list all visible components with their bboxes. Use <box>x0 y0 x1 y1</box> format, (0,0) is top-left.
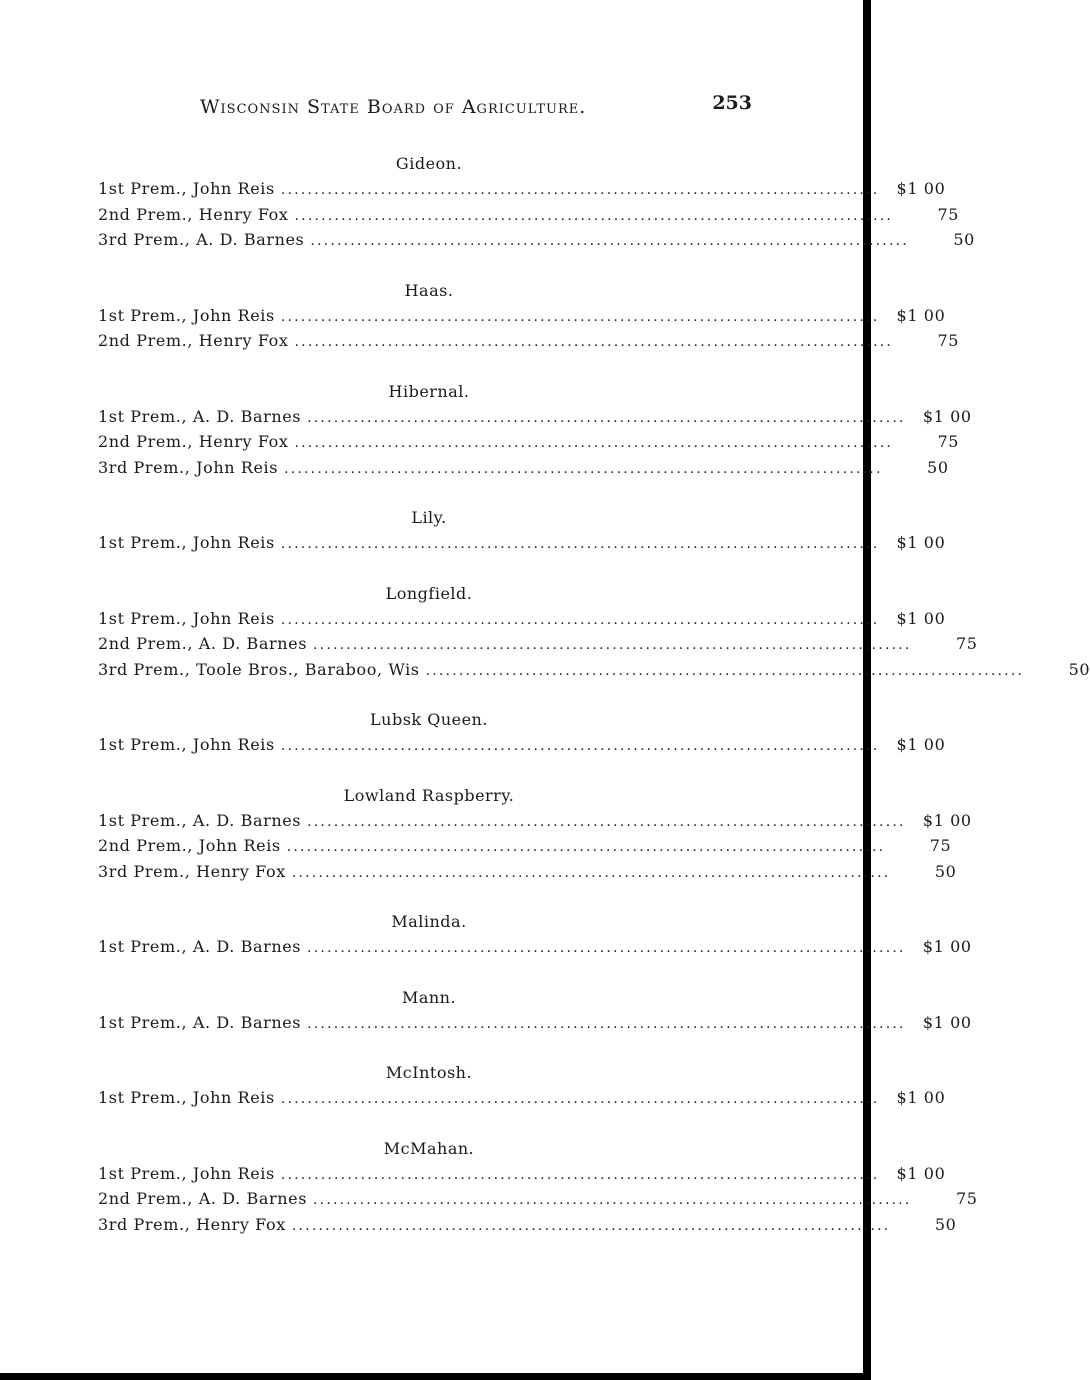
variety-section <box>98 910 972 960</box>
premium-place: 1st Prem., <box>98 533 188 552</box>
dot-leader: .......................................................................................... <box>284 460 883 477</box>
premium-place: 1st Prem., <box>98 1088 188 1107</box>
variety-title: Lowland Raspberry. <box>343 785 515 805</box>
variety-title: Lubsk Queen. <box>370 710 488 729</box>
exhibitor-name: John Reis <box>198 836 281 855</box>
dot-leader: .......................................................................................... <box>307 813 906 830</box>
exhibitor-name: Henry Fox <box>198 331 289 350</box>
premium-label <box>98 202 289 228</box>
dot-leader: .......................................................................................... <box>280 308 880 325</box>
premium-label <box>98 657 420 683</box>
exhibitor-name: Henry Fox <box>198 432 289 451</box>
exhibitor-name: A. D. Barnes <box>192 406 302 426</box>
premium-entry <box>98 303 946 329</box>
exhibitor-name: Toole Bros., Baraboo, Wis <box>196 659 420 679</box>
premium-amount: $1 00 <box>922 406 972 426</box>
premium-entry <box>98 1010 972 1036</box>
exhibitor-name: Henry Fox <box>196 1214 286 1234</box>
premium-place: 1st Prem., <box>98 406 188 426</box>
dot-leader: .......................................................................................... <box>294 435 894 451</box>
dot-leader: .......................................................................................... <box>291 864 891 881</box>
variety-section <box>98 380 972 481</box>
premium-amount: $1 00 <box>896 179 946 198</box>
premium-place: 3rd Prem., <box>98 1214 191 1234</box>
premium-entry <box>98 429 960 455</box>
premium-entry <box>98 934 972 960</box>
premium-label <box>98 1212 286 1238</box>
premium-label <box>98 732 275 758</box>
premium-label <box>98 328 289 354</box>
premium-label <box>98 606 275 632</box>
premium-label <box>98 227 304 253</box>
premium-place: 1st Prem., <box>98 937 188 956</box>
premium-label <box>98 631 307 657</box>
variety-title: Mann. <box>401 987 457 1007</box>
premium-amount: $1 00 <box>922 1012 972 1032</box>
exhibitor-name: John Reis <box>196 457 279 477</box>
premium-label <box>98 859 286 885</box>
dot-leader: .......................................................................................... <box>280 611 880 628</box>
premium-place: 1st Prem., <box>98 1163 188 1183</box>
premium-entry <box>98 328 960 354</box>
variety-section <box>98 784 972 885</box>
dot-leader: .......................................................................................... <box>280 738 880 754</box>
dot-leader: .......................................................................................... <box>294 207 894 224</box>
premium-entry <box>98 1161 946 1187</box>
premium-label <box>98 833 281 859</box>
exhibitor-name: A. D. Barnes <box>196 230 305 249</box>
dot-leader: .......................................................................................... <box>280 182 880 198</box>
premium-label <box>98 1085 275 1111</box>
premium-place: 2nd Prem., <box>98 331 194 350</box>
premium-label <box>98 1161 275 1187</box>
exhibitor-name: Henry Fox <box>196 861 286 881</box>
premium-entry <box>98 732 946 758</box>
variety-section <box>98 152 975 253</box>
premium-label <box>98 530 275 556</box>
variety-title: McIntosh. <box>385 1063 473 1082</box>
variety-title: Malinda. <box>391 912 467 931</box>
dot-leader: .......................................................................................... <box>313 637 912 653</box>
variety-title: Haas. <box>404 280 454 300</box>
premium-amount: 50 <box>927 457 949 477</box>
variety-section <box>98 1137 978 1238</box>
variety-section <box>98 279 960 354</box>
dot-leader: .......................................................................................... <box>307 409 906 426</box>
premium-amount: $1 00 <box>922 810 972 830</box>
exhibitor-name: A. D. Barnes <box>192 1012 302 1032</box>
premium-amount: 75 <box>937 204 960 224</box>
premium-entry <box>98 808 972 834</box>
premium-label <box>98 1186 307 1212</box>
premium-amount: $1 00 <box>896 1163 946 1183</box>
dot-leader: .......................................................................................... <box>291 1217 891 1234</box>
exhibitor-name: Henry Fox <box>198 204 289 224</box>
variety-title: Lily. <box>411 508 447 527</box>
scan-edge-bottom <box>0 1373 871 1380</box>
premium-entry <box>98 657 1090 683</box>
dot-leader: .......................................................................................... <box>425 662 1025 679</box>
premium-place: 1st Prem., <box>98 608 188 628</box>
premium-label <box>98 1010 301 1036</box>
variety-section <box>98 986 972 1036</box>
dot-leader: .......................................................................................... <box>280 1091 880 1107</box>
premium-label <box>98 429 289 455</box>
premium-amount: 50 <box>934 861 957 881</box>
premium-entry <box>98 1186 978 1212</box>
premium-label <box>98 404 301 430</box>
premium-amount: $1 00 <box>896 735 946 754</box>
exhibitor-name: A. D. Barnes <box>192 937 302 956</box>
premium-place: 3rd Prem., <box>98 457 191 477</box>
dot-leader: .......................................................................................... <box>294 334 894 350</box>
premium-amount: 75 <box>937 331 960 350</box>
exhibitor-name: A. D. Barnes <box>198 634 308 653</box>
premium-label <box>98 808 301 834</box>
dot-leader: .......................................................................................... <box>307 1015 906 1032</box>
dot-leader: .......................................................................................... <box>310 233 909 249</box>
variety-title: McMahan. <box>383 1138 475 1158</box>
premium-amount: 50 <box>1068 659 1090 679</box>
premium-place: 2nd Prem., <box>98 836 194 855</box>
premium-amount: 75 <box>956 1189 978 1208</box>
premium-list <box>98 152 1090 1263</box>
premium-place: 1st Prem., <box>98 179 188 198</box>
variety-title: Longfield. <box>385 583 473 603</box>
premium-label <box>98 303 275 329</box>
premium-place: 2nd Prem., <box>98 634 194 653</box>
premium-amount: $1 00 <box>896 1088 946 1107</box>
premium-amount: 50 <box>953 230 975 249</box>
exhibitor-name: John Reis <box>192 179 275 198</box>
premium-place: 2nd Prem., <box>98 204 194 224</box>
premium-amount: 75 <box>937 432 960 451</box>
premium-place: 1st Prem., <box>98 305 188 325</box>
variety-section <box>98 582 1090 683</box>
dot-leader: .......................................................................................... <box>280 536 880 552</box>
exhibitor-name: John Reis <box>192 1163 275 1183</box>
premium-amount: 75 <box>956 634 978 653</box>
premium-amount: $1 00 <box>896 305 946 325</box>
premium-label <box>98 176 275 202</box>
variety-section <box>98 708 946 758</box>
premium-entry <box>98 833 952 859</box>
premium-entry <box>98 530 946 556</box>
dot-leader: .......................................................................................... <box>307 940 906 956</box>
premium-amount: 75 <box>929 836 952 855</box>
premium-place: 1st Prem., <box>98 810 188 830</box>
premium-place: 1st Prem., <box>98 1012 188 1032</box>
running-title: Wisconsin State Board of Agriculture. <box>200 96 587 118</box>
exhibitor-name: John Reis <box>192 1088 275 1107</box>
premium-amount: $1 00 <box>922 937 972 956</box>
exhibitor-name: John Reis <box>192 735 275 754</box>
premium-label <box>98 934 301 960</box>
variety-section <box>98 1061 946 1111</box>
page-header <box>200 92 752 126</box>
exhibitor-name: John Reis <box>192 305 275 325</box>
premium-amount: $1 00 <box>896 533 946 552</box>
variety-section <box>98 506 946 556</box>
premium-entry <box>98 455 949 481</box>
exhibitor-name: A. D. Barnes <box>198 1189 308 1208</box>
premium-entry <box>98 1085 946 1111</box>
premium-amount: 50 <box>934 1214 957 1234</box>
exhibitor-name: A. D. Barnes <box>192 810 302 830</box>
premium-place: 3rd Prem., <box>98 861 191 881</box>
premium-entry <box>98 631 978 657</box>
page-number: 253 <box>712 92 752 114</box>
premium-entry <box>98 227 975 253</box>
premium-entry <box>98 606 946 632</box>
premium-place: 2nd Prem., <box>98 1189 194 1208</box>
variety-title: Gideon. <box>395 154 463 173</box>
premium-entry <box>98 176 946 202</box>
exhibitor-name: John Reis <box>192 533 275 552</box>
dot-leader: .......................................................................................... <box>280 1166 880 1183</box>
premium-entry <box>98 404 972 430</box>
premium-label <box>98 455 278 481</box>
dot-leader: .......................................................................................... <box>313 1192 912 1208</box>
premium-entry <box>98 1212 957 1238</box>
premium-entry <box>98 202 960 228</box>
premium-amount: $1 00 <box>896 608 946 628</box>
premium-entry <box>98 859 957 885</box>
variety-title: Hibernal. <box>388 381 470 401</box>
premium-place: 1st Prem., <box>98 735 188 754</box>
exhibitor-name: John Reis <box>192 608 275 628</box>
premium-place: 3rd Prem., <box>98 230 191 249</box>
dot-leader: .......................................................................................... <box>286 839 886 855</box>
premium-place: 3rd Prem., <box>98 659 191 679</box>
premium-place: 2nd Prem., <box>98 432 194 451</box>
